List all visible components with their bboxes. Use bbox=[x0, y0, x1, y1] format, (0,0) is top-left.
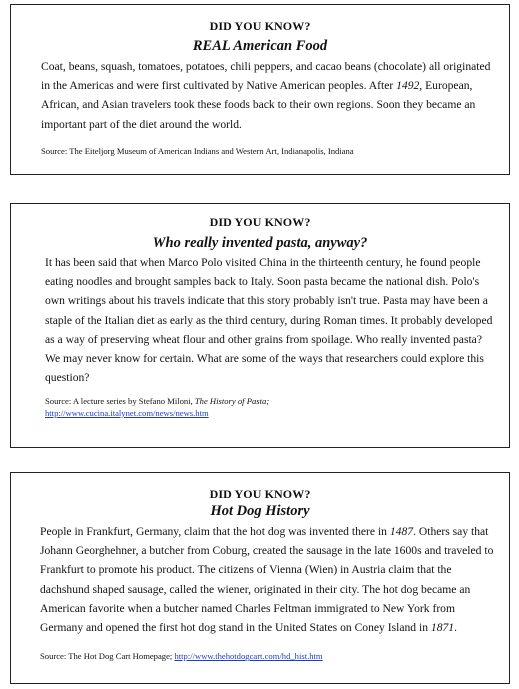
body-text: . Others say that Johann Georghehner, a butcher from Coburg, created the sausage in the late 1600s and traveled to Frankfurt to promote his product. The citizens of Vienna (Wien) in Austria claim that the dachshund shaped sausage, called the wiener, originated in their city. The hot dog became an American favorite when a butcher named Charles Feltman immigrated to New York from Germany and opened the first hot dog stand in the United States on Coney Island in bbox=[40, 525, 494, 635]
source-link[interactable]: http://www.thehotdogcart.com/hd_hist.htm bbox=[174, 651, 323, 662]
did-you-know-card-food bbox=[10, 4, 510, 175]
source-title: The History of Pasta; bbox=[194, 396, 270, 407]
body-text: , European, African, and Asian travelers took these foods back to their own regions. Soon they became an important part of the diet around the world. bbox=[41, 79, 476, 131]
body-text: Coat, beans, squash, tomatoes, potatoes, chili peppers, and cacao beans (chocolate) all originated in the Americas and were first cultivated by Native American peoples. After bbox=[41, 60, 491, 93]
did-you-know-card-hotdog bbox=[10, 472, 510, 684]
card-kicker: DID YOU KNOW? bbox=[209, 487, 311, 501]
body-text: . bbox=[454, 621, 457, 635]
did-you-know-card-pasta bbox=[10, 203, 510, 448]
source-prefix: Source: The Hot Dog Cart Homepage; bbox=[40, 651, 175, 662]
card-kicker: DID YOU KNOW? bbox=[209, 215, 311, 229]
card-source bbox=[45, 396, 499, 419]
year-1492: 1492 bbox=[396, 79, 420, 93]
card-body bbox=[40, 522, 499, 637]
source-link[interactable]: http://www.cucina.italynet.com/news/news.htm bbox=[45, 407, 209, 418]
card-kicker: DID YOU KNOW? bbox=[209, 19, 311, 33]
year-1487: 1487 bbox=[389, 525, 414, 538]
card-source bbox=[40, 651, 499, 663]
body-text: People in Frankfurt, Germany, claim that the hot dog was invented there in bbox=[40, 525, 390, 538]
card-body: It has been said that when Marco Polo visited China in the thirteenth century, he found people eating noodles and brought samples back to Italy. Soon pasta became the national dish. Polo's own writings about his travels indicate that this story probably isn't true. Pasta may have been a staple of the Italian diet as early as the third century, during Roman times. It probably developed as a way of preserving wheat flour and other grains from spoilage. Who really invented pasta? We may never know for certain. What are some of the ways that researchers could explore this question? bbox=[45, 256, 493, 385]
card-title: REAL American Food bbox=[192, 38, 328, 54]
card-title: Who really invented pasta, anyway? bbox=[152, 235, 368, 251]
year-1871: 1871 bbox=[430, 621, 455, 635]
card-source: Source: The Eiteljorg Museum of American Indians and Western Art, Indianapolis, Indiana bbox=[41, 145, 354, 156]
card-body bbox=[41, 57, 500, 134]
source-prefix: Source: A lecture series by Stefano Miloni, bbox=[45, 396, 195, 407]
card-title: Hot Dog History bbox=[210, 503, 310, 519]
